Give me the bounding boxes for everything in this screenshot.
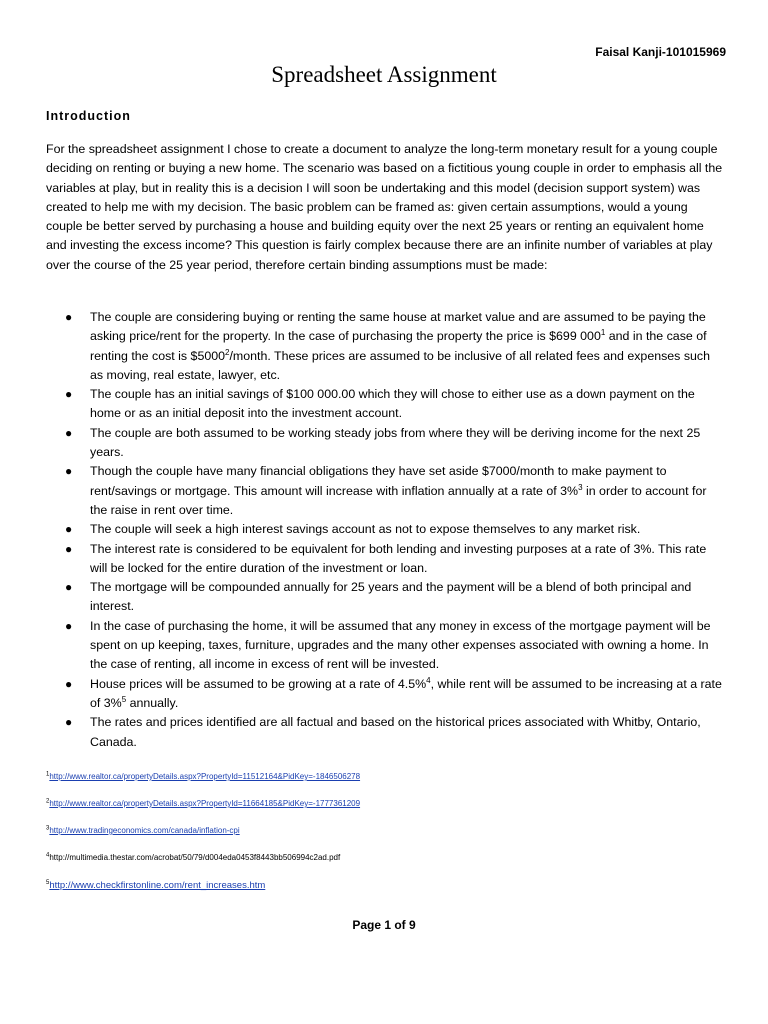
list-item: ● The mortgage will be compounded annually for 25 years and the payment will be a blend of both principal and interest. xyxy=(65,580,692,614)
assumptions-list xyxy=(46,308,726,752)
list-item: ● The rates and prices identified are all factual and based on the historical prices associated with Whitby, Ontario, Canada. xyxy=(65,715,701,749)
footnote-ref: 4 xyxy=(426,675,431,685)
list-item: ● The couple will seek a high interest savings account as not to expose themselves to any market risk. xyxy=(46,520,726,539)
list-item: ● The interest rate is considered to be equivalent for both lending and investing purposes at a rate of 3%. This rate will be locked for the entire duration of the investment or loan. xyxy=(65,541,707,575)
footnote-ref: 3 xyxy=(578,482,583,492)
footnote-text: http://multimedia.thestar.com/acrobat/50/79/d004eda0453f8443bb506994c2ad.pdf xyxy=(49,853,341,862)
list-item: ● The couple has an initial savings of $100 000.00 which they will chose to either use as a down payment on the home or as an initial deposit into the investment account. xyxy=(65,387,695,421)
footnote-2: $^2$http://www.realtor.ca/propertyDetails.aspx?PropertyId=11664185&PidKey=-1777361209 xyxy=(46,798,361,808)
footnote-link[interactable]: http://www.realtor.ca/propertyDetails.aspx?PropertyId=11512164&PidKey=-1846506278 xyxy=(49,772,361,781)
list-item: ● The couple are considering buying or renting the same house at market value and are assumed to be paying the asking price/rent for the property. In the case of purchasing the property the price is $699 $000^1$ and in the case of renting the cost is $5000$^2$/month. These prices are assumed to be inclusive of all related fees and expenses such as moving, real estate, lawyer, etc. xyxy=(65,310,710,382)
bullet-icon: ● xyxy=(65,618,73,633)
bullet-icon: ● xyxy=(65,715,73,730)
footnote-3: $^3$http://www.tradingeconomics.com/canada/inflation-cpi xyxy=(46,825,240,835)
list-item: ● The couple are both assumed to be working steady jobs from where they will be deriving income for the next 25 years. xyxy=(65,425,701,460)
page-number: Page 1 of 9 xyxy=(352,918,416,932)
intro-paragraph: For the spreadsheet assignment I chose to create a document to analyze the long-term monetary result for a young couple deciding on renting or buying a new home. The scenario was based on a fictitious young couple in order to emphasis all the variables at play, but in reality this is a decision I will soon be undertaking and this model (decision support system) was created to help me with my decision. The basic problem can be framed as: given certain assumptions, would a young couple be better served by purchasing a house and building equity over the next 25 years or renting an equivalent home and investing the excess income? This question is fairly complex because there are an infinite number of variables at play over the course of the 25 year period, therefore certain binding assumptions must be made: xyxy=(46,142,723,272)
list-item: ● House prices will be assumed to be growing at a rate of 4.5%$^4$, while rent will be assumed to be increasing at a rate of 3%$^5$ annually. xyxy=(65,675,722,710)
bullet-icon: ● xyxy=(65,522,73,537)
footnotes xyxy=(46,772,726,907)
footnote-1: $^1$http://www.realtor.ca/propertyDetails.aspx?PropertyId=11512164&PidKey=-1846506278 xyxy=(46,771,361,781)
page-title: Spreadsheet Assignment xyxy=(271,62,497,87)
bullet-icon: ● xyxy=(65,310,73,324)
bullet-icon: ● xyxy=(65,387,73,402)
author-name: Faisal Kanji-101015969 xyxy=(595,45,726,59)
footnote-link[interactable]: http://www.tradingeconomics.com/canada/inflation-cpi xyxy=(49,826,240,835)
bullet-icon: ● xyxy=(65,676,73,691)
list-item: ● In the case of purchasing the home, it will be assumed that any money in excess of the mortgage payment will be spent on up keeping, taxes, furniture, upgrades and the many other expenses associated with owning a home. In the case of renting, all income in excess of rent will be invested. xyxy=(65,618,711,672)
bullet-icon: ● xyxy=(65,541,73,556)
list-item: ● Though the couple have many financial obligations they have set aside $7000/month to make payment to rent/savings or mortgage. This amount will increase with inflation annually at a rate of 3%$^3$ in order to account for the raise in rent over time. xyxy=(65,464,707,517)
section-heading: Introduction xyxy=(46,109,131,123)
footnote-link[interactable]: http://www.checkfirstonline.com/rent_increases.htm xyxy=(49,880,266,891)
footnote-ref: 1 xyxy=(600,328,606,338)
footnote-4: $^4$http://multimedia.thestar.com/acrobat/50/79/d004eda0453f8443bb506994c2ad.pdf xyxy=(46,852,341,862)
bullet-icon: ● xyxy=(65,580,73,595)
footnote-link[interactable]: http://www.realtor.ca/propertyDetails.aspx?PropertyId=11664185&PidKey=-1777361209 xyxy=(49,799,361,808)
footnote-5: $^5$http://www.checkfirstonline.com/rent_increases.htm xyxy=(46,879,266,891)
bullet-icon: ● xyxy=(65,425,73,440)
footnote-ref: 5 xyxy=(121,694,127,704)
bullet-icon: ● xyxy=(65,464,73,479)
footnote-ref: 2 xyxy=(225,347,230,357)
